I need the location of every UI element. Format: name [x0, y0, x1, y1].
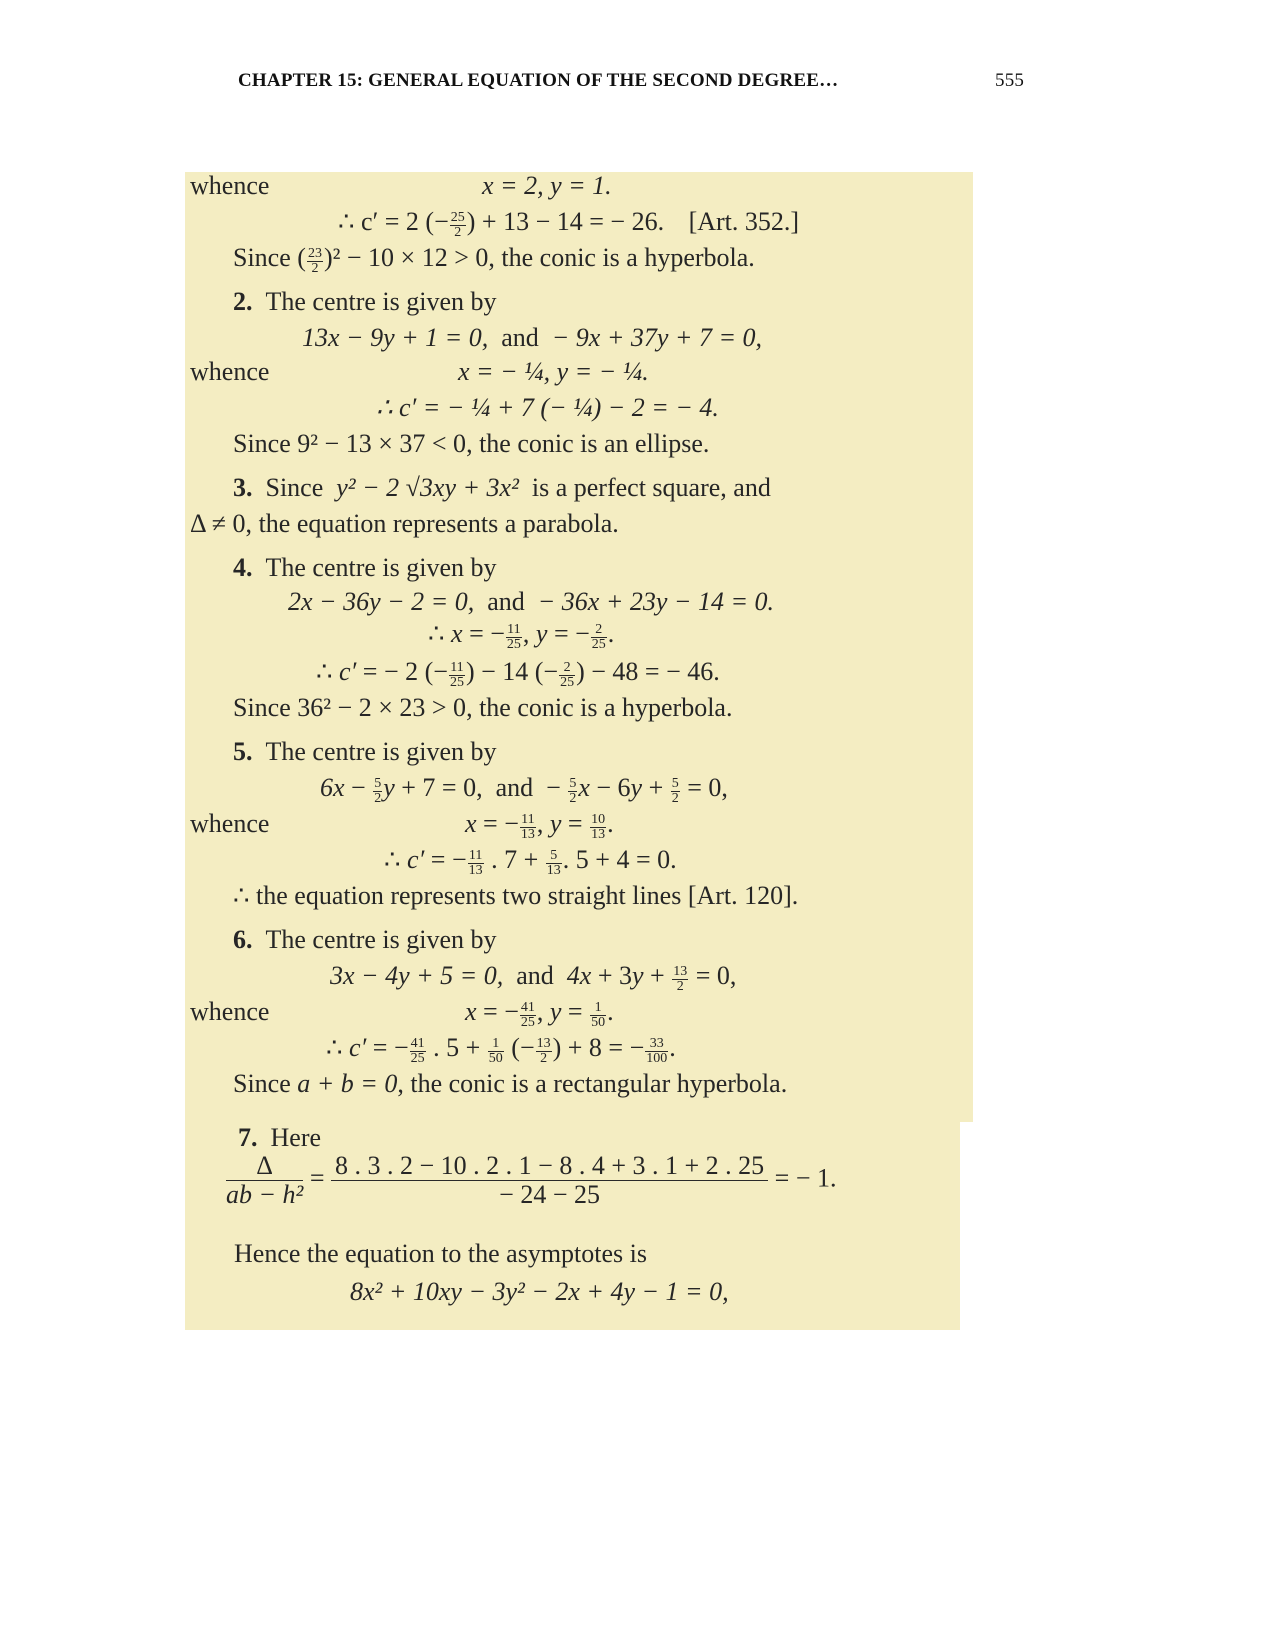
- fraction: $\frac{5}{13}$: [546, 848, 561, 879]
- solution-5: 5. The centre is given by: [233, 737, 497, 766]
- solution-4: 4. The centre is given by: [233, 553, 497, 582]
- fraction: $\frac{5}{2}$: [374, 776, 382, 807]
- equation: x = − $\frac{11}{13}$ , y = $\frac{10}{13}$ .: [465, 809, 614, 843]
- fraction: $\frac{10}{13}$: [591, 812, 606, 843]
- fraction: $\frac{5}{2}$: [671, 776, 679, 807]
- fraction: $\frac{13}{2}$: [673, 964, 688, 995]
- equation: ∴ c′ = 2 (− $\frac{25}{2}$ ) + 13 − 14 = − 26. [Art. 352.]: [338, 207, 800, 241]
- conclusion: Since ( $\frac{23}{2}$ )² − 10 × 12 > 0, the conic is a hyperbola.: [233, 243, 755, 277]
- equation: ∴ x = − $\frac{11}{25}$ , y = − $\frac{2}{25}$ .: [428, 619, 615, 653]
- conclusion: Δ ≠ 0, the equation represents a parabola.: [190, 509, 619, 538]
- equation: 13x − 9y + 1 = 0, and − 9x + 37y + 7 = 0,: [302, 323, 763, 352]
- equation: 2x − 36y − 2 = 0, and − 36x + 23y − 14 = 0.: [288, 587, 775, 616]
- equation: ∴ c′ = − $\frac{41}{25}$ . 5 + $\frac{1}{50}$ (− $\frac{13}{2}$ ) + 8 = − $\frac{33}{100}$ .: [326, 1033, 676, 1067]
- fraction: $\frac{11}{25}$: [506, 622, 521, 653]
- whence-label: whence: [190, 997, 270, 1026]
- fraction: $\frac{\Delta}{\text{ab − h²}}$: [226, 1151, 304, 1209]
- solution-3: 3. Since y² − 2 √3xy + 3x² is a perfect square, and: [233, 473, 771, 502]
- fraction: $\frac{23}{2}$: [307, 246, 322, 277]
- equation: 8x² + 10xy − 3y² − 2x + 4y − 1 = 0,: [350, 1277, 729, 1306]
- fraction: $\frac{13}{2}$: [536, 1036, 551, 1067]
- equation: 6x − $\frac{5}{2}$ y + 7 = 0, and − $\frac{5}{2}$ x − 6y + $\frac{5}{2}$ = 0,: [320, 773, 728, 807]
- fraction: $\frac{25}{2}$: [450, 210, 465, 241]
- fraction: $\frac{5}{2}$: [569, 776, 577, 807]
- fraction: $\frac{11}{25}$: [449, 660, 464, 691]
- conclusion: Since 9² − 13 × 37 < 0, the conic is an ellipse.: [233, 429, 710, 458]
- fraction: $\frac{8 . 3 . 2 - 10 . 2 . 1 - 8 . 4 + 3 . 1 + 2 . 25}{- 24 - 25}$: [331, 1152, 768, 1209]
- equation: ∴ c′ = − $\frac{11}{13}$ . 7 + $\frac{5}{13}$ . 5 + 4 = 0.: [384, 845, 677, 879]
- equation: ∴ c′ = − ¼ + 7 (− ¼) − 2 = − 4.: [376, 393, 719, 422]
- asymptotes-intro: Hence the equation to the asymptotes is: [234, 1239, 648, 1268]
- fraction: $\frac{2}{25}$: [591, 622, 606, 653]
- page-header-title: CHAPTER 15: GENERAL EQUATION OF THE SECOND DEGREE…: [238, 70, 839, 91]
- conclusion: ∴ the equation represents two straight lines [Art. 120].: [233, 881, 799, 910]
- fraction: $\frac{33}{100}$: [646, 1036, 668, 1067]
- whence-label: whence: [190, 809, 270, 838]
- fraction: $\frac{41}{25}$: [410, 1036, 425, 1067]
- solution-2: 2. The centre is given by: [233, 287, 497, 316]
- whence-label: whence: [190, 171, 270, 200]
- whence-label: whence: [190, 357, 270, 386]
- equation: $\frac{\Delta}{\text{ab − h²}}$ = $\frac{8 . 3 . 2 - 10 . 2 . 1 - 8 . 4 + 3 . 1 + 2 . 25}{- 24 - 25}$ = − 1.: [226, 1151, 837, 1209]
- equation: x = 2, y = 1.: [482, 171, 612, 200]
- equation: x = − ¼, y = − ¼.: [458, 357, 649, 386]
- equation: 3x − 4y + 5 = 0, and 4x + 3y + $\frac{13}{2}$ = 0,: [330, 961, 737, 995]
- solution-6: 6. The centre is given by: [233, 925, 497, 954]
- fraction: $\frac{11}{13}$: [520, 812, 535, 843]
- page-number: 555: [995, 70, 1025, 91]
- fraction: $\frac{1}{50}$: [591, 1000, 606, 1031]
- conclusion: Since a + b = 0, the conic is a rectangular hyperbola.: [233, 1069, 788, 1098]
- fraction: $\frac{11}{13}$: [468, 848, 483, 879]
- equation: ∴ c′ = − 2 (− $\frac{11}{25}$ ) − 14 (− $\frac{2}{25}$ ) − 48 = − 46.: [316, 657, 720, 691]
- fraction: $\frac{41}{25}$: [520, 1000, 535, 1031]
- conclusion: Since 36² − 2 × 23 > 0, the conic is a hyperbola.: [233, 693, 733, 722]
- equation: x = − $\frac{41}{25}$ , y = $\frac{1}{50}$ .: [465, 997, 614, 1031]
- fraction: $\frac{2}{25}$: [560, 660, 575, 691]
- solution-7: 7. Here: [238, 1123, 322, 1152]
- fraction: $\frac{1}{50}$: [488, 1036, 503, 1067]
